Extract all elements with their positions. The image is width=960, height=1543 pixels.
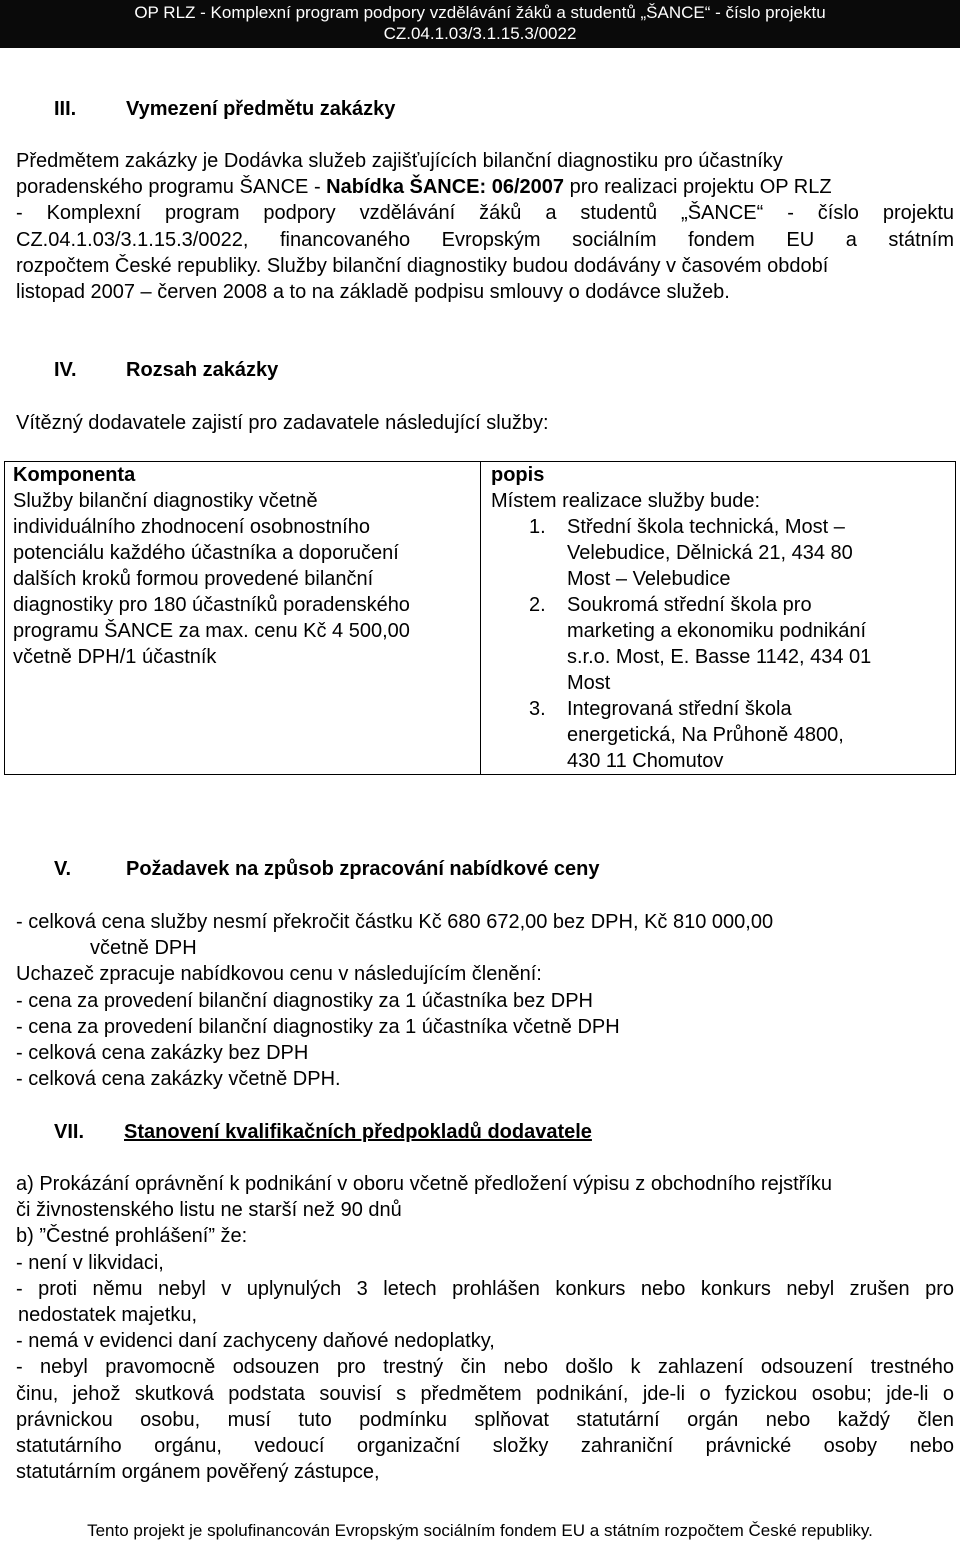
location-line: Most – Velebudice <box>567 568 731 590</box>
qualification-line: b) ”Čestné prohlášení” že: <box>16 1225 248 1248</box>
section-3-paragraph <box>16 148 954 305</box>
location-line: marketing a ekonomiku podnikání <box>567 620 867 642</box>
qualification-line: statutárním orgánem pověřený zástupce, <box>16 1461 380 1484</box>
description-cell <box>481 462 956 775</box>
price-item: - cena za provedení bilanční diagnostiky za 1 účastníka včetně DPH <box>16 1015 620 1038</box>
list-item <box>491 696 955 774</box>
section-3-number: III. <box>54 98 77 120</box>
section-5-heading <box>54 858 600 881</box>
price-item: - cena za provedení bilanční diagnostiky za 1 účastníka bez DPH <box>16 989 593 1012</box>
section-5-title: Požadavek na způsob zpracování nabídkové ceny <box>126 858 600 880</box>
para-line: - Komplexní program podpory vzdělávání žáků a studentů „ŠANCE“ - číslo projektu <box>16 202 954 225</box>
qualification-line: nedostatek majetku, <box>18 1304 197 1327</box>
price-intro: Uchazeč zpracuje nabídkovou cenu v následujícím členění: <box>16 963 542 986</box>
qualification-line: - proti němu nebyl v uplynulých 3 letech prohlášen konkurs nebo konkurs nebyl zrušen pro <box>16 1277 954 1300</box>
section-4-number: IV. <box>54 359 77 381</box>
list-number: 1. <box>529 516 546 538</box>
header-line-2: CZ.04.1.03/3.1.15.3/0022 <box>383 24 577 43</box>
component-line: individuálního zhodnocení osobnostního <box>13 516 370 538</box>
component-line: dalších kroků formou provedené bilanční <box>13 568 374 590</box>
location-line: Integrovaná střední škola <box>567 698 792 720</box>
section-5-body <box>16 909 954 1092</box>
section-5-number: V. <box>54 858 72 880</box>
section-7-number: VII. <box>54 1121 85 1143</box>
services-table <box>4 461 956 775</box>
qualification-line: a) Prokázání oprávnění k podnikání v oboru včetně předložení výpisu z obchodního rejstříku <box>16 1173 833 1195</box>
list-number: 2. <box>529 594 546 616</box>
location-line: Střední škola technická, Most – <box>567 516 845 538</box>
intro-text: Vítězný dodavatele zajistí pro zadavatele následující služby: <box>16 412 549 434</box>
qualification-line: činu, jehož skutková podstata souvisí s předmětem podnikání, jde-li o fyzickou osobu; jde-li o <box>16 1382 954 1405</box>
para-line: listopad 2007 – červen 2008 a to na základě podpisu smlouvy o dodávce služeb. <box>16 281 730 304</box>
price-item: - celková cena zakázky včetně DPH. <box>16 1068 341 1091</box>
section-4-heading <box>54 359 278 382</box>
column-header-description: popis <box>491 464 545 486</box>
qualification-line: statutárního orgánu, vedoucí organizační složky zahraniční právnické osoby nebo <box>16 1435 954 1458</box>
location-line: s.r.o. Most, E. Basse 1142, 434 01 <box>567 646 872 668</box>
qualification-line: - nebyl pravomocně odsouzen pro trestný čin nebo došlo k zahlazení odsouzení trestného <box>16 1356 954 1379</box>
component-line: potenciálu každého účastníka a doporučení <box>13 542 399 564</box>
list-item <box>491 592 955 696</box>
section-4-title: Rozsah zakázky <box>126 359 279 381</box>
document-header <box>0 0 960 48</box>
section-3-title: Vymezení předmětu zakázky <box>126 98 396 120</box>
location-intro: Místem realizace služby bude: <box>491 490 761 512</box>
location-line: Soukromá střední škola pro <box>567 594 812 616</box>
document-footer: Tento projekt je spolufinancován Evropským sociálním fondem EU a státním rozpočtem České republiky. <box>87 1521 873 1540</box>
para-text: pro realizaci projektu OP RLZ <box>564 176 832 199</box>
component-line: včetně DPH/1 účastník <box>13 646 217 668</box>
qualification-line: právnickou osobu, musí tuto podmínku splňovat statutární orgán nebo každý člen <box>16 1408 954 1431</box>
component-line: programu ŠANCE za max. cenu Kč 4 500,00 <box>13 620 410 642</box>
component-line: Služby bilanční diagnostiky včetně <box>13 490 318 512</box>
qualification-line: - nemá v evidenci daní zachyceny daňové nedoplatky, <box>16 1330 495 1353</box>
header-line-1: OP RLZ - Komplexní program podpory vzdělávání žáků a studentů „ŠANCE“ - číslo projektu <box>134 3 826 22</box>
table-row <box>5 462 956 775</box>
offer-reference: Nabídka ŠANCE: 06/2007 <box>326 176 565 199</box>
price-limit-line: včetně DPH <box>90 937 197 960</box>
price-item: - celková cena zakázky bez DPH <box>16 1042 309 1065</box>
location-line: 430 11 Chomutov <box>567 750 724 772</box>
para-line: rozpočtem České republiky. Služby bilanční diagnostiky budou dodávány v časovém období <box>16 254 829 277</box>
list-item <box>491 514 955 592</box>
location-line: Velebudice, Dělnická 21, 434 80 <box>567 542 853 564</box>
para-text: poradenského programu ŠANCE - <box>16 176 327 199</box>
section-7-heading <box>54 1121 592 1144</box>
para-line <box>16 174 954 200</box>
location-line: energetická, Na Průhoně 4800, <box>567 724 844 746</box>
column-header-component: Komponenta <box>13 464 136 486</box>
location-line: Most <box>567 672 611 694</box>
price-limit-line: - celková cena služby nesmí překročit částku Kč 680 672,00 bez DPH, Kč 810 000,00 <box>16 911 774 933</box>
list-number: 3. <box>529 698 546 720</box>
component-line: diagnostiky pro 180 účastníků poradenského <box>13 594 410 616</box>
para-line: Předmětem zakázky je Dodávka služeb zajišťujících bilanční diagnostiku pro účastníky <box>16 150 783 172</box>
location-list <box>491 514 955 774</box>
section-7-title: Stanovení kvalifikačních předpokladů dodavatele <box>124 1121 592 1143</box>
para-line: CZ.04.1.03/3.1.15.3/0022, financovaného Evropským sociálním fondem EU a státním <box>16 228 954 251</box>
section-4-intro <box>16 410 954 436</box>
section-7-body <box>16 1171 954 1485</box>
section-3-heading <box>54 98 395 121</box>
qualification-line: či živnostenského listu ne starší než 90 dnů <box>16 1199 402 1222</box>
qualification-line: - není v likvidaci, <box>16 1251 164 1274</box>
component-cell <box>5 462 481 775</box>
